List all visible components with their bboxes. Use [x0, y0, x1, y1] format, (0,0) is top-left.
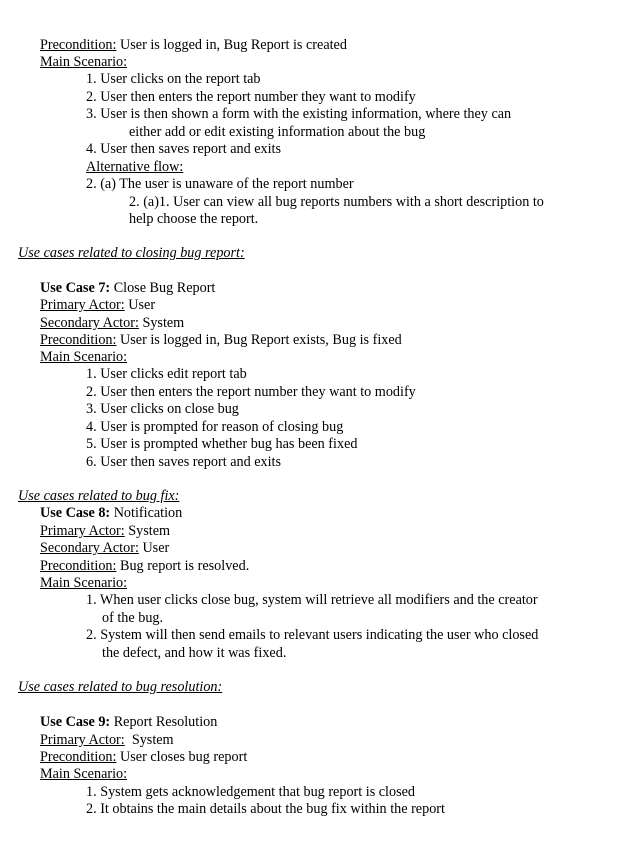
scenario-step-continuation: the defect, and how it was fixed. [102, 645, 287, 661]
scenario-step-continuation: of the bug. [102, 610, 164, 626]
precondition-label: Precondition: [40, 37, 117, 53]
scenario-step: 2. It obtains the main details about the bug fix within the report [86, 801, 445, 817]
use-case-number: Use Case 7: [40, 280, 111, 296]
scenario-step: 2. User then enters the report number they want to modify [86, 89, 416, 105]
primary-actor-label: Primary Actor: [40, 297, 125, 313]
primary-actor-line [40, 732, 174, 749]
secondary-actor-line [40, 540, 169, 557]
primary-actor-line [40, 523, 170, 540]
alternative-flow-label: Alternative flow: [86, 159, 184, 175]
use-case-number: Use Case 8: [40, 505, 111, 521]
precondition-line [40, 332, 402, 349]
primary-actor-value: System [128, 732, 174, 748]
use-case-name: Close Bug Report [113, 280, 216, 296]
scenario-step: 1. User clicks on the report tab [86, 71, 261, 87]
use-case-title [40, 280, 215, 297]
main-scenario-label: Main Scenario: [40, 349, 128, 365]
scenario-step: 4. User then saves report and exits [86, 141, 282, 157]
scenario-step: 2. User then enters the report number they want to modify [86, 384, 416, 400]
scenario-step: 1. User clicks edit report tab [86, 366, 247, 382]
section-heading-bug-fix: Use cases related to bug fix: [18, 488, 180, 504]
scenario-step: 3. User is then shown a form with the existing information, where they can [86, 106, 512, 122]
main-scenario-label: Main Scenario: [40, 54, 128, 70]
scenario-step: 1. When user clicks close bug, system will retrieve all modifiers and the creator [86, 592, 538, 608]
secondary-actor-label: Secondary Actor: [40, 540, 139, 556]
section-heading-closing: Use cases related to closing bug report: [18, 245, 245, 261]
precondition-value: User closes bug report [120, 749, 248, 765]
primary-actor-value: System [128, 523, 171, 539]
alternative-step: 2. (a) The user is unaware of the report number [86, 176, 354, 192]
use-case-name: Report Resolution [113, 714, 218, 730]
precondition-line [40, 749, 247, 766]
precondition-value: Bug report is resolved. [120, 558, 250, 574]
precondition-value: User is logged in, Bug Report exists, Bug is fixed [120, 332, 402, 348]
alternative-substep-continuation: help choose the report. [129, 211, 259, 227]
secondary-actor-label: Secondary Actor: [40, 315, 139, 331]
use-case-number: Use Case 9: [40, 714, 111, 730]
secondary-actor-line [40, 315, 184, 332]
precondition-value: User is logged in, Bug Report is created [120, 37, 347, 53]
use-case-title [40, 505, 182, 522]
main-scenario-label: Main Scenario: [40, 575, 128, 591]
scenario-step-continuation: either add or edit existing information about the bug [129, 124, 426, 140]
secondary-actor-value: System [142, 315, 185, 331]
precondition-line [40, 558, 249, 575]
precondition-label: Precondition: [40, 332, 117, 348]
scenario-step: 1. System gets acknowledgement that bug report is closed [86, 784, 416, 800]
main-scenario-label: Main Scenario: [40, 766, 128, 782]
use-case-title [40, 714, 217, 731]
precondition-label: Precondition: [40, 558, 117, 574]
scenario-step: 2. System will then send emails to relevant users indicating the user who closed [86, 627, 539, 643]
primary-actor-value: User [128, 297, 156, 313]
primary-actor-label: Primary Actor: [40, 523, 125, 539]
use-case-name: Notification [113, 505, 183, 521]
scenario-step: 3. User clicks on close bug [86, 401, 239, 417]
section-heading-resolution: Use cases related to bug resolution: [18, 679, 223, 695]
primary-actor-label: Primary Actor: [40, 732, 125, 748]
precondition-label: Precondition: [40, 749, 117, 765]
primary-actor-line [40, 297, 155, 314]
scenario-step: 5. User is prompted whether bug has been fixed [86, 436, 358, 452]
secondary-actor-value: User [142, 540, 170, 556]
precondition-line [40, 37, 347, 54]
scenario-step: 4. User is prompted for reason of closing bug [86, 419, 344, 435]
scenario-step: 6. User then saves report and exits [86, 454, 282, 470]
alternative-substep: 2. (a)1. User can view all bug reports numbers with a short description to [129, 194, 544, 210]
